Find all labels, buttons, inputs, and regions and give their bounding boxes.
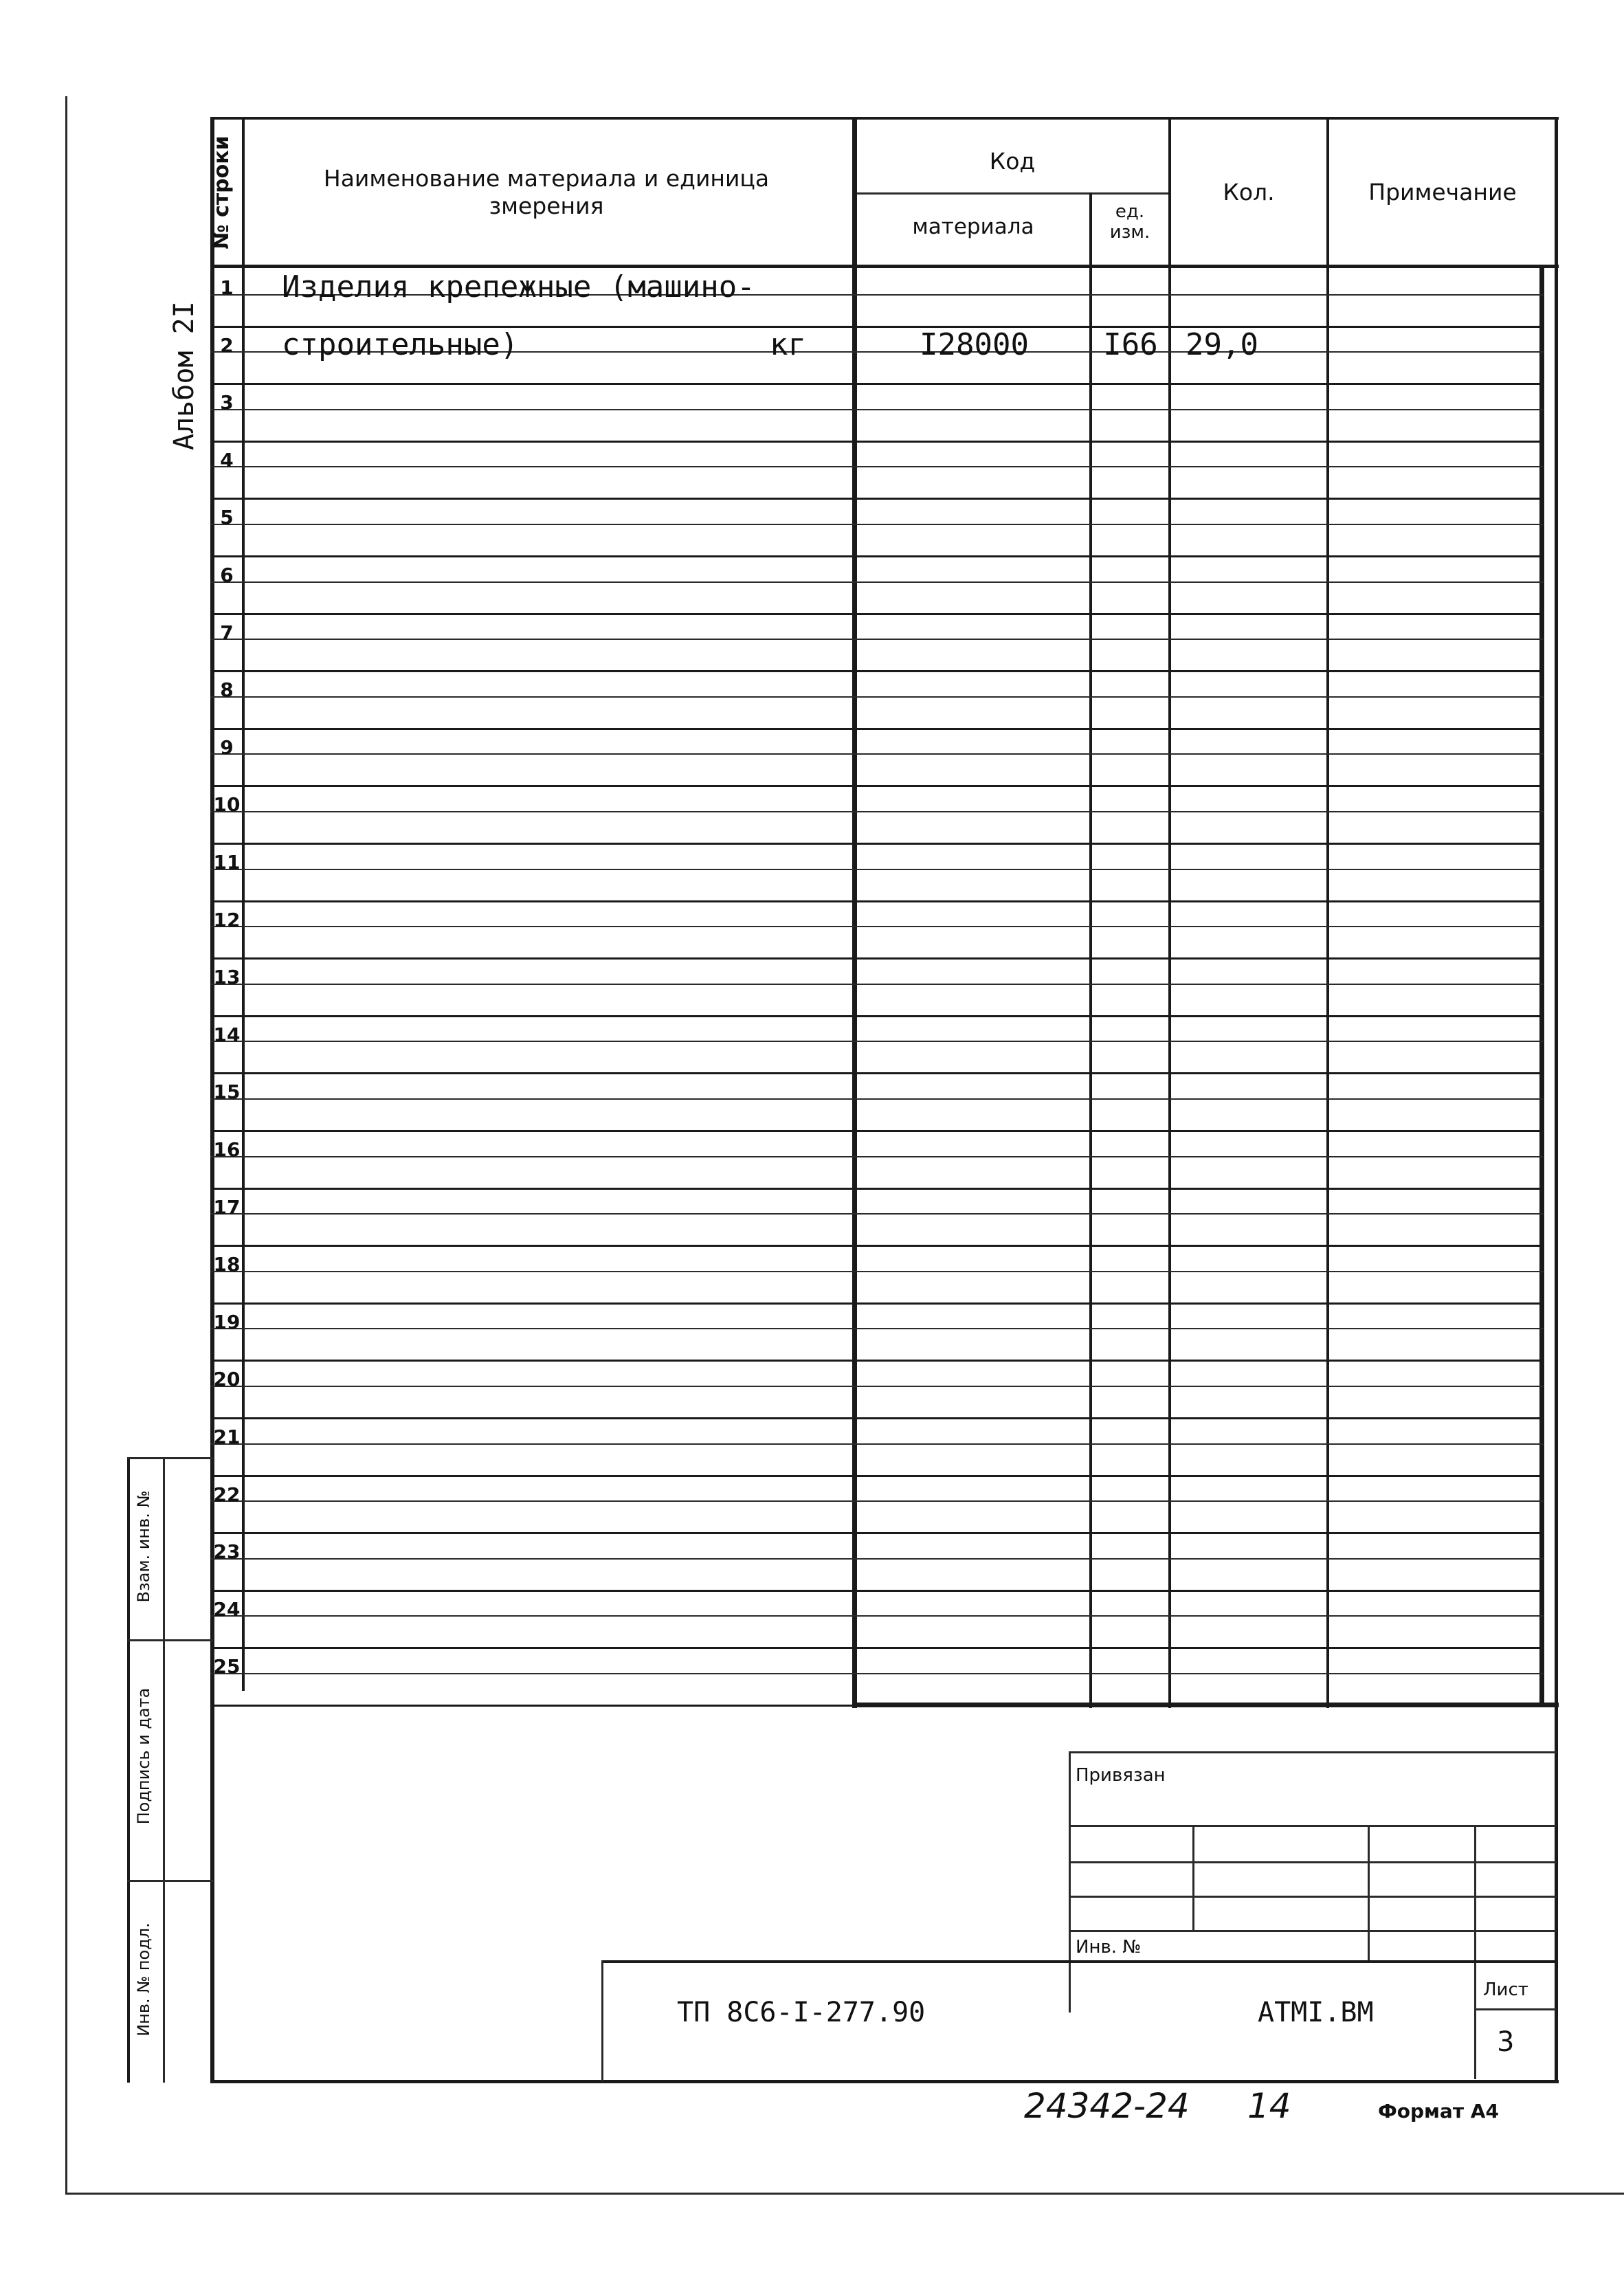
row-separator <box>210 957 1544 960</box>
row-name: строительные) <box>282 327 519 362</box>
row-number: 20 <box>213 1368 241 1390</box>
row-separator <box>210 613 1544 615</box>
row-separator <box>210 498 1544 500</box>
row-separator <box>210 670 1544 672</box>
row-number: 11 <box>213 851 241 874</box>
row-separator <box>210 555 1544 557</box>
row-number: 2 <box>220 334 234 357</box>
row-number: 13 <box>213 966 241 988</box>
row-number: 6 <box>220 564 234 586</box>
row-separator <box>210 1130 1544 1132</box>
frame-top <box>210 117 1559 120</box>
tb-col3 <box>1474 1825 1476 2079</box>
col-rowno-sep <box>242 117 245 1691</box>
row-line <box>210 926 1544 927</box>
side-stamp-sep2 <box>127 1880 213 1882</box>
row-line <box>210 639 1544 640</box>
stamp-inv: Инв. № подл. <box>134 1922 153 2037</box>
side-stamp-sep1 <box>127 1639 213 1641</box>
row-separator <box>210 1245 1544 1247</box>
tb-col2 <box>1368 1825 1370 1962</box>
row-number: 19 <box>213 1311 241 1333</box>
side-stamp-left <box>127 1457 130 2083</box>
row-line <box>210 753 1544 755</box>
row-separator <box>210 1015 1544 1017</box>
row-number: 15 <box>213 1080 241 1103</box>
col-kol-sep <box>1326 117 1329 1708</box>
row-number: 12 <box>213 909 241 931</box>
row-separator <box>210 1475 1544 1477</box>
doc-mark: АТМI.ВМ <box>1258 1997 1374 2028</box>
row-unit-code: I66 <box>1103 327 1158 362</box>
kod-split-line <box>854 192 1170 195</box>
tb-row3 <box>1069 1896 1557 1898</box>
col-material-sep <box>1089 192 1092 1708</box>
row-number: 7 <box>220 621 234 644</box>
header-kol: Кол. <box>1223 179 1275 206</box>
row-line <box>210 1271 1544 1272</box>
header-name: Наименование материала и единица змерения <box>323 165 770 219</box>
list-label: Лист <box>1483 1980 1528 2000</box>
row-separator <box>210 1647 1544 1649</box>
row-separator <box>210 1417 1544 1419</box>
tb-row4 <box>1069 1930 1557 1932</box>
row-number: 18 <box>213 1253 241 1276</box>
header-bottom-line <box>210 265 1559 268</box>
row-separator <box>210 1302 1544 1305</box>
frame-right <box>1555 117 1558 2083</box>
row-line <box>210 1386 1544 1387</box>
inv-no-label: Инв. № <box>1076 1937 1142 1958</box>
privyazan-left <box>1069 1751 1071 2013</box>
tb-row1 <box>1069 1825 1557 1827</box>
header-kod: Код <box>989 148 1036 175</box>
row-line <box>210 409 1544 410</box>
frame-bottom <box>210 2080 1559 2083</box>
row-line <box>210 1673 1544 1674</box>
row-separator <box>210 843 1544 845</box>
row-line <box>210 1615 1544 1617</box>
row-line <box>210 466 1544 467</box>
row-line <box>210 1328 1544 1329</box>
row-number: 9 <box>220 736 234 759</box>
row-number: 17 <box>213 1196 241 1219</box>
header-material: материала <box>912 214 1034 239</box>
header-row-no: № строки <box>210 135 234 250</box>
footer-number: 24342-24 <box>1024 2086 1190 2126</box>
row-separator <box>210 1705 1544 1707</box>
row-separator <box>210 1532 1544 1534</box>
side-stamp-mid <box>163 1457 165 2083</box>
row-number: 24 <box>213 1598 241 1621</box>
row-name: Изделия крепежные (машино- <box>282 269 755 304</box>
doc-code: ТП 8С6-I-277.90 <box>677 1997 926 2028</box>
album-label: Альбом 2I <box>168 301 200 450</box>
row-line <box>210 1213 1544 1215</box>
tb-col1 <box>1192 1825 1194 1930</box>
row-separator <box>210 383 1544 385</box>
row-separator <box>210 1590 1544 1592</box>
row-number: 8 <box>220 678 234 701</box>
row-number: 22 <box>213 1483 241 1506</box>
side-stamp-top <box>127 1457 213 1459</box>
row-separator <box>210 785 1544 787</box>
header-prim: Примечание <box>1368 179 1517 206</box>
row-separator <box>210 1188 1544 1190</box>
row-line <box>210 696 1544 698</box>
row-number: 21 <box>213 1426 241 1448</box>
row-number: 25 <box>213 1655 241 1678</box>
row-material-code: I28000 <box>920 327 1029 362</box>
row-number: 23 <box>213 1540 241 1563</box>
row-line <box>210 811 1544 812</box>
col-name-sep <box>852 117 857 1708</box>
row-line <box>210 581 1544 583</box>
footer-number2: 14 <box>1247 2086 1291 2126</box>
row-line <box>210 984 1544 985</box>
tb-row2 <box>1069 1861 1557 1863</box>
row-number: 4 <box>220 449 234 472</box>
tb-list-sep <box>1474 2008 1557 2010</box>
tb-main-top <box>601 1960 1557 1963</box>
row-separator <box>210 1360 1544 1362</box>
list-value: 3 <box>1497 2026 1515 2058</box>
row-separator <box>210 441 1544 443</box>
row-number: 16 <box>213 1138 241 1161</box>
row-separator <box>210 728 1544 730</box>
row-number: 3 <box>220 391 234 414</box>
row-quantity: 29,0 <box>1186 327 1258 362</box>
header-ed: ед. изм. <box>1109 201 1150 243</box>
col-ed-sep <box>1168 117 1171 1708</box>
footer-format: Формат А4 <box>1378 2100 1499 2122</box>
scan-bottom-edge <box>65 2193 1624 2195</box>
row-number: 1 <box>220 276 234 299</box>
scan-left-edge <box>65 96 67 2193</box>
privyazan-top <box>1069 1751 1557 1753</box>
data-frame-right <box>1539 265 1544 1707</box>
row-line <box>210 1558 1544 1560</box>
row-number: 10 <box>213 793 241 816</box>
row-line <box>210 1500 1544 1502</box>
stamp-vzam: Взам. инв. № <box>134 1490 153 1603</box>
row-line <box>210 524 1544 525</box>
row-line <box>210 1443 1544 1445</box>
row-number: 14 <box>213 1023 241 1046</box>
row-separator <box>210 1072 1544 1074</box>
tb-main-left <box>601 1960 603 2081</box>
row-line <box>210 1098 1544 1100</box>
row-unit: кг <box>770 327 806 362</box>
row-line <box>210 869 1544 870</box>
row-separator <box>210 900 1544 902</box>
privyazan-label: Привязан <box>1076 1765 1166 1786</box>
stamp-podpis: Подпись и дата <box>134 1687 153 1825</box>
row-line <box>210 1041 1544 1042</box>
row-line <box>210 1156 1544 1157</box>
row-number: 5 <box>220 506 234 529</box>
